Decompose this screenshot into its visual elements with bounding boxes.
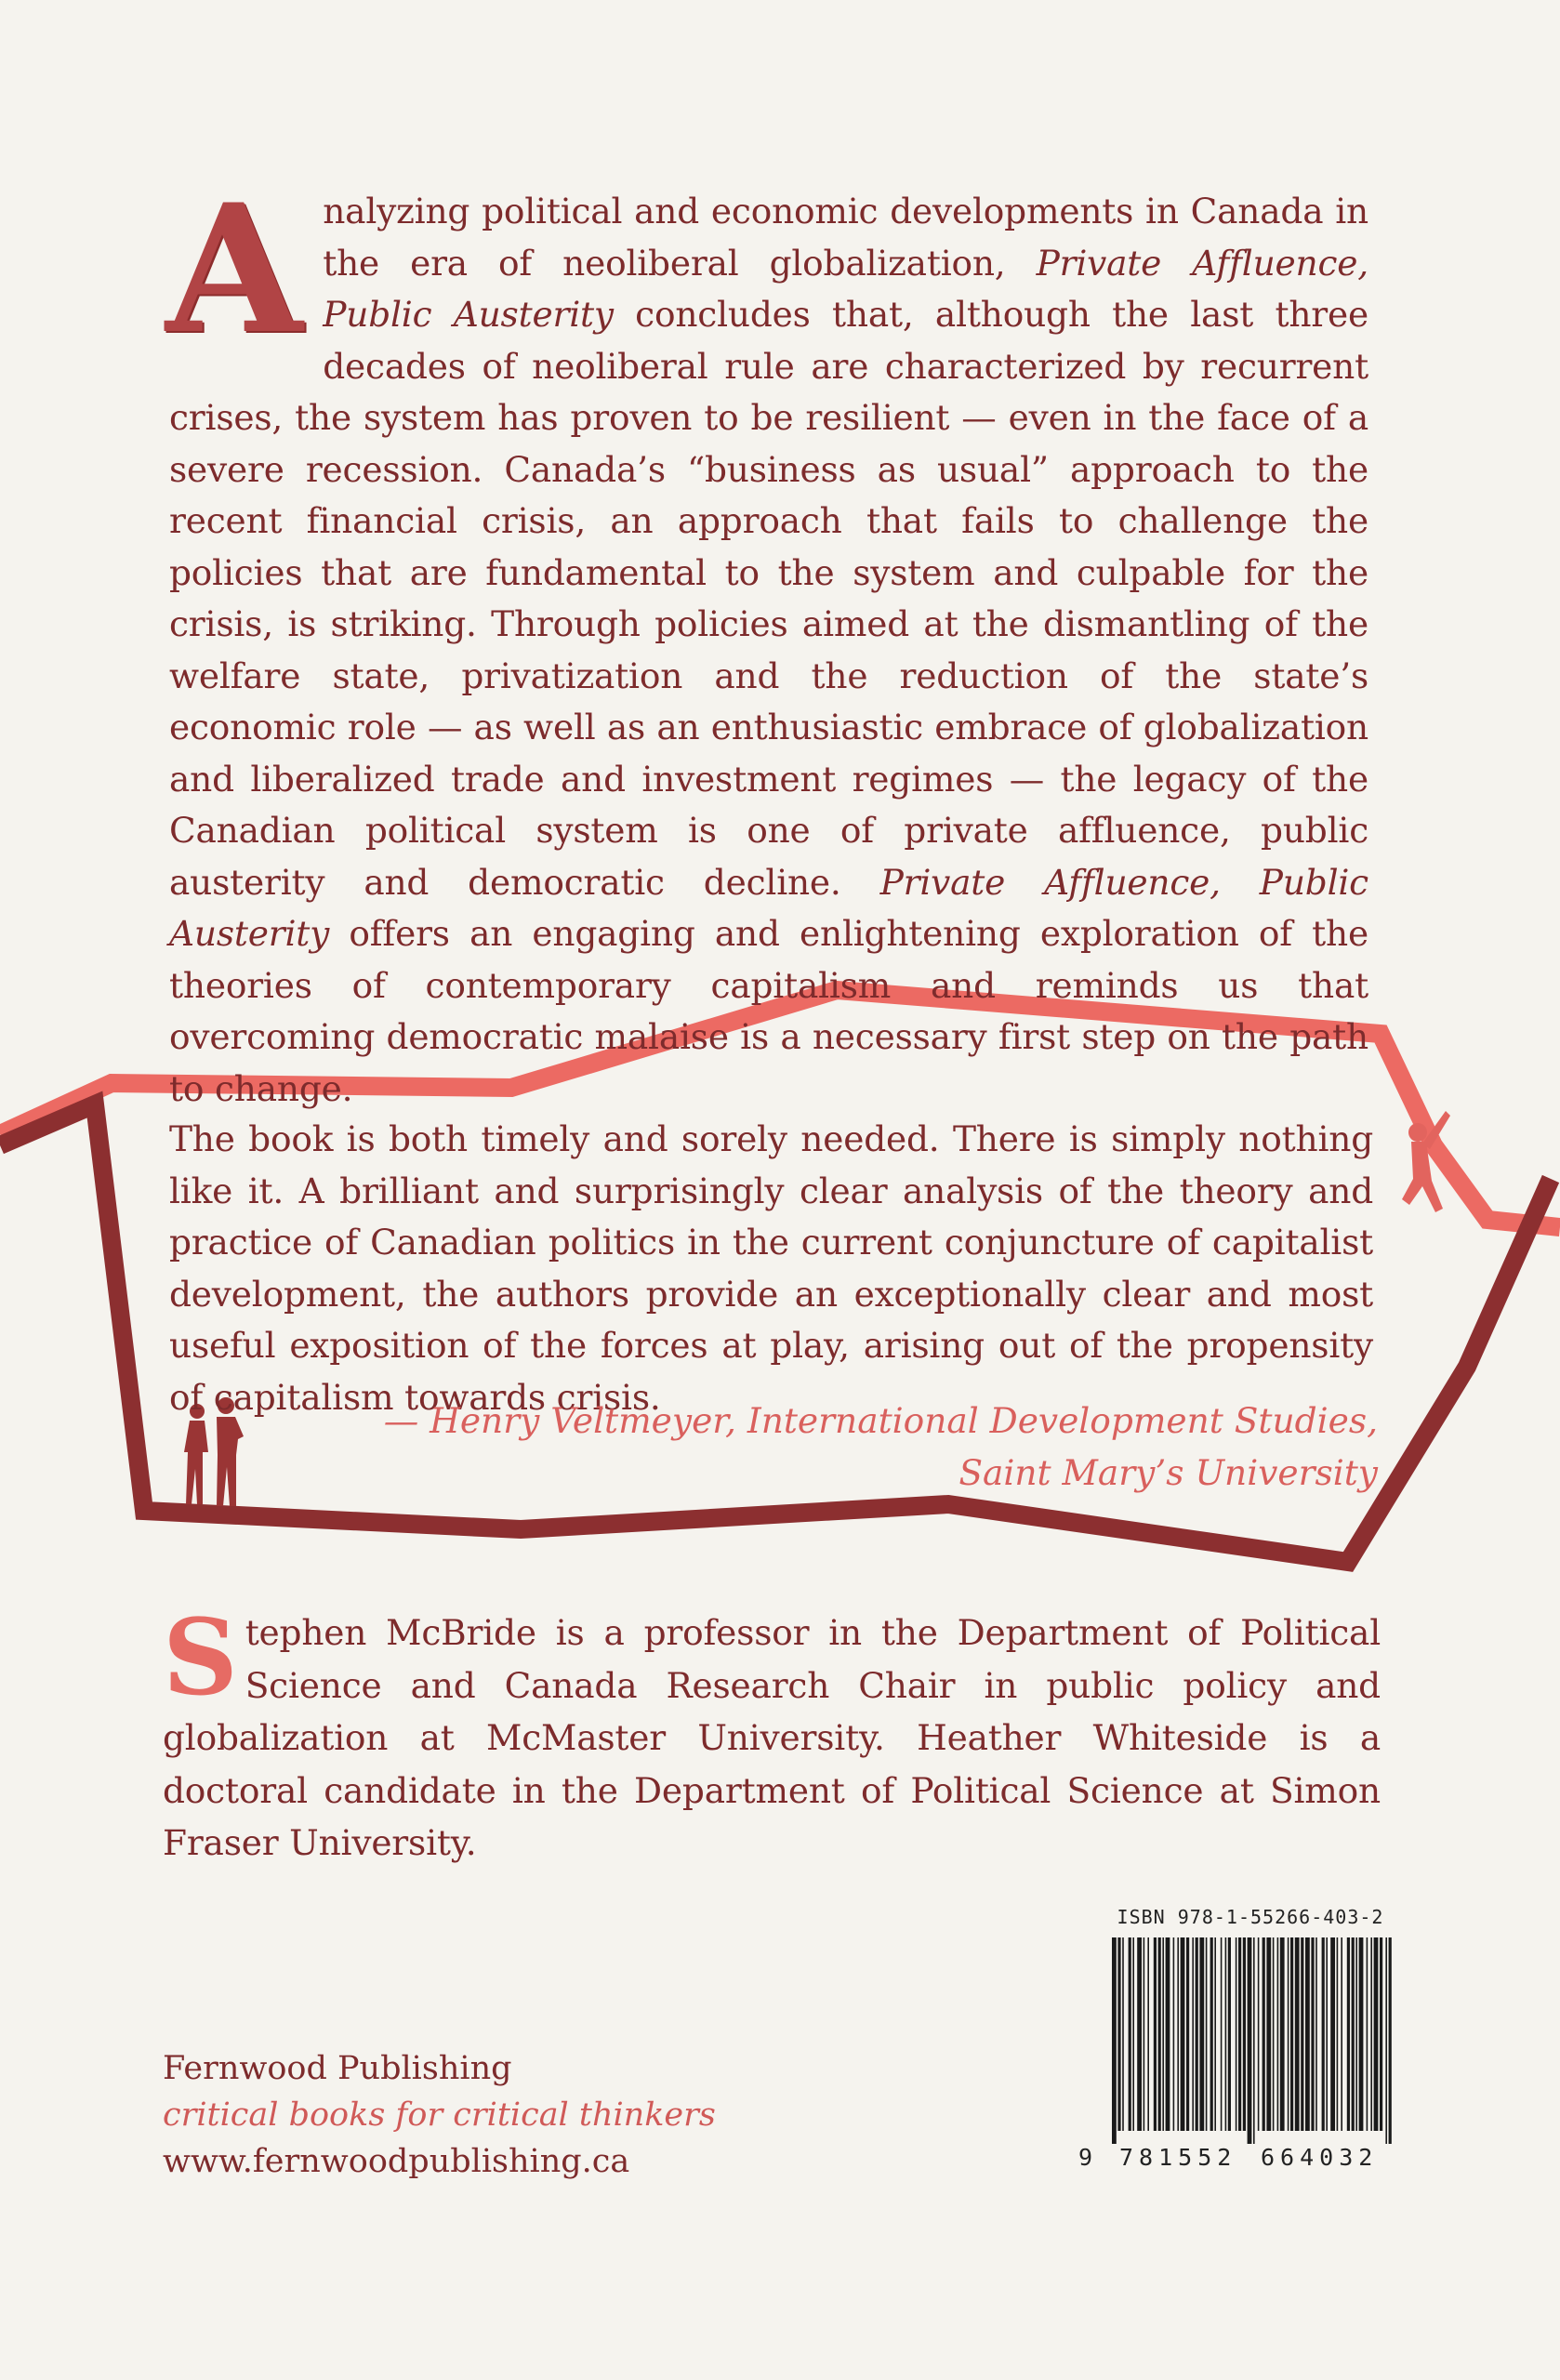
- barcode-bar: [1117, 1937, 1120, 2131]
- barcode-bar: [1385, 1937, 1387, 2144]
- barcode-bar: [1263, 1937, 1265, 2131]
- barcode-bar: [1132, 1937, 1134, 2131]
- blurb-text-3: offers an engaging and enlightening exploration of the theories of contemporary capitalism and reminds us that overcoming democratic malaise is a necessary first step on the path to change.: [169, 913, 1368, 1109]
- review-attribution: [355, 1395, 1378, 1499]
- publisher-tagline: critical books for critical thinkers: [163, 2096, 716, 2134]
- barcode-bar: [1210, 1937, 1213, 2131]
- barcode-bar: [1273, 1937, 1275, 2131]
- author-bio: [163, 1597, 1381, 1870]
- blurb-book-title-2: Private Affluence, Public Austerity: [169, 861, 1368, 954]
- barcode-bar: [1181, 1937, 1185, 2131]
- barcode-bar: [1166, 1937, 1170, 2131]
- barcode-bar: [1238, 1937, 1241, 2131]
- barcode-right-digits: 664032: [1261, 2144, 1379, 2171]
- barcode-bar: [1277, 1937, 1279, 2131]
- barcode-bar: [1177, 1937, 1179, 2131]
- barcode-bar: [1173, 1937, 1175, 2131]
- barcode-bar: [1380, 1937, 1382, 2131]
- barcode-bar: [1370, 1937, 1372, 2131]
- blurb-book-title: Private Affluence, Public Austerity: [323, 242, 1368, 335]
- barcode-bar: [1295, 1937, 1300, 2131]
- barcode-left-digits: 781552: [1119, 2144, 1237, 2171]
- blurb-text-1: nalyzing political and economic developments in Canada in the era of neoliberal globalization,: [323, 191, 1368, 284]
- barcode-bar: [1214, 1937, 1216, 2131]
- barcode-bar: [1359, 1937, 1364, 2131]
- publisher-url: www.fernwoodpublishing.ca: [163, 2143, 630, 2180]
- barcode-bar: [1341, 1937, 1342, 2131]
- barcode-bar: [1305, 1937, 1310, 2131]
- barcode-bar: [1315, 1937, 1317, 2131]
- attribution-line-1: — Henry Veltmeyer, International Development Studies,: [383, 1400, 1378, 1441]
- barcode-bar: [1129, 1937, 1131, 2131]
- barcode-digits: [1078, 2144, 1404, 2181]
- barcode-bar: [1258, 1937, 1260, 2131]
- blurb-paragraph: [165, 165, 1368, 1115]
- blurb-drop-cap: A: [165, 165, 303, 373]
- attribution-line-2: Saint Mary’s University: [958, 1452, 1378, 1493]
- barcode-bar: [1288, 1937, 1289, 2131]
- barcode-bar: [1374, 1937, 1379, 2131]
- barcode-bar: [1355, 1937, 1357, 2131]
- barcode-bar: [1186, 1937, 1189, 2131]
- barcode-bar: [1147, 1937, 1149, 2131]
- barcode-bar: [1122, 1937, 1124, 2131]
- isbn-label: ISBN 978-1-55266-403-2: [1117, 1906, 1384, 1928]
- barcode-bar: [1206, 1937, 1208, 2131]
- barcode-bar: [1162, 1937, 1164, 2131]
- barcode-lead-digit: 9: [1078, 2144, 1093, 2171]
- barcode-bar: [1158, 1937, 1161, 2131]
- barcode-bar: [1137, 1937, 1142, 2131]
- barcode-bar: [1389, 1937, 1392, 2144]
- barcode-bar: [1330, 1937, 1335, 2131]
- barcode-bar: [1228, 1937, 1231, 2131]
- review-quote: The book is both timely and sorely needed. There is simply nothing like it. A brilliant and surprisingly clear analysis of the theory and practice of Canadian politics in the current conjuncture of capitalist development, the authors provide an exceptionally clear and most useful exposition of the forces at play, arising out of the propensity of capitalism towards crisis.: [169, 1118, 1373, 1418]
- barcode-bar: [1326, 1937, 1328, 2131]
- barcode-bar: [1236, 1937, 1237, 2131]
- barcode-bar: [1322, 1937, 1325, 2131]
- barcode-bar: [1196, 1937, 1198, 2131]
- barcode-bar: [1311, 1937, 1314, 2131]
- barcode-bar: [1144, 1937, 1145, 2131]
- barcode-bar: [1367, 1937, 1368, 2131]
- barcode-bar: [1253, 1937, 1255, 2144]
- barcode-bar: [1280, 1937, 1285, 2131]
- blurb-text-2: concludes that, although the last three decades of neoliberal rule are characterized by recurrent crises, the system has proven to be resilient — even in the face of a severe recession. Canada’s “business as usual” approach to the recent financial crisis, an approach that fails to challenge the policies that are fundamental to the system and culpable for the crisis, is striking. Through policies aimed at the dismantling of the welfare state, privatization and the reduction of the state’s economic role — as well as an enthusiastic embrace of globalization and liberalized trade and investment regimes — the legacy of the Canadian political system is one of private affluence, public austerity and democratic decline.: [169, 294, 1368, 903]
- barcode-bar: [1243, 1937, 1246, 2131]
- barcode-bar: [1199, 1937, 1204, 2131]
- bio-drop-cap: S: [163, 1597, 238, 1719]
- barcode-bar: [1266, 1937, 1271, 2131]
- barcode: [1108, 1937, 1395, 2144]
- barcode-bar: [1112, 1937, 1117, 2144]
- publisher-block: [163, 2045, 716, 2185]
- barcode-bar: [1221, 1937, 1223, 2131]
- barcode-bar: [1352, 1937, 1355, 2131]
- barcode-bar: [1301, 1937, 1303, 2131]
- barcode-bar: [1347, 1937, 1350, 2131]
- barcode-bar: [1154, 1937, 1157, 2131]
- barcode-bar: [1290, 1937, 1293, 2131]
- publisher-name: Fernwood Publishing: [163, 2050, 512, 2087]
- bio-text: tephen McBride is a professor in the Department of Political Science and Canada Research Chair in public policy and globalization at McMaster University. Heather Whiteside is a doctoral candidate in the Department of Political Science at Simon Fraser University.: [163, 1612, 1381, 1863]
- barcode-bar: [1192, 1937, 1194, 2131]
- barcode-bar: [1337, 1937, 1339, 2131]
- barcode-bar: [1225, 1937, 1227, 2131]
- barcode-bar: [1248, 1937, 1252, 2144]
